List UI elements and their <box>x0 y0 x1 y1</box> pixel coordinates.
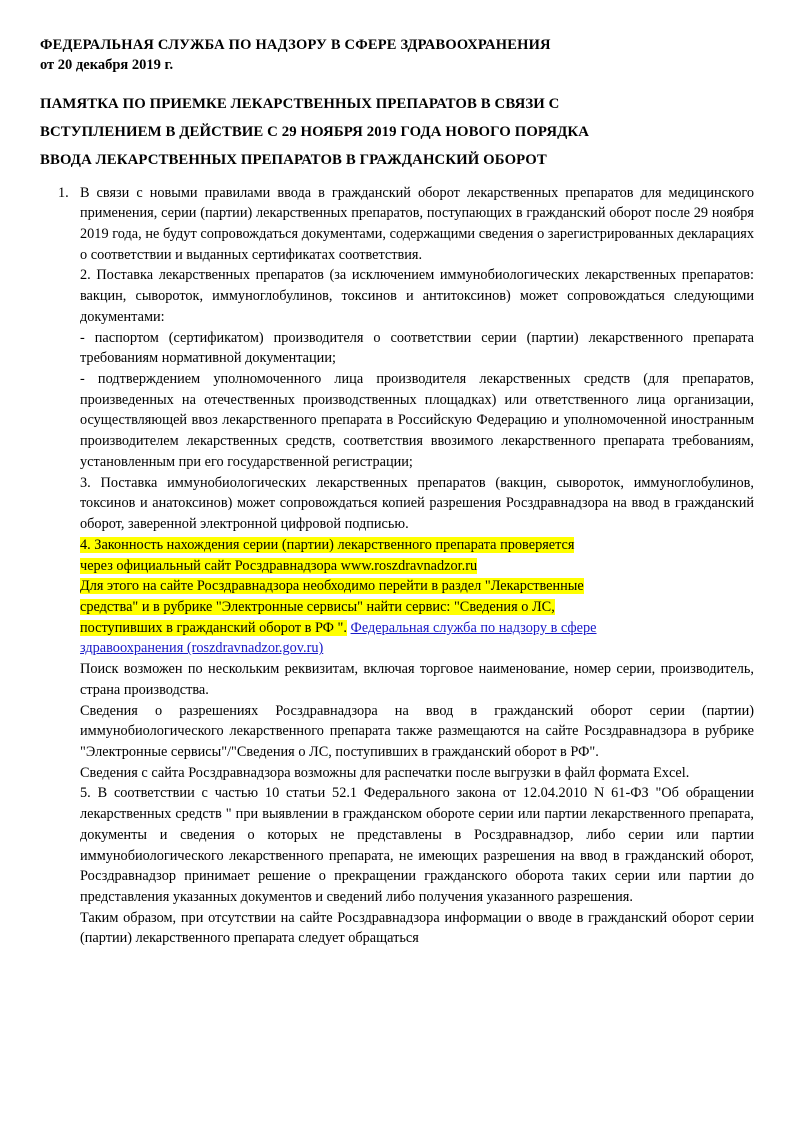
highlight-line-4: средства" и в рубрике "Электронные сервисы" найти сервис: "Сведения о ЛС, <box>80 598 555 615</box>
roszdravnadzor-link-part-1[interactable]: Федеральная служба по надзору в сфере <box>350 619 597 636</box>
document-body <box>40 183 754 950</box>
document-date: от 20 декабря 2019 г. <box>40 57 174 74</box>
highlight-line-2: через официальный сайт Росздравнадзора www.roszdravnadzor.ru <box>80 557 478 574</box>
highlight-line-1: 4. Законность нахождения серии (партии) лекарственного препарата проверяется <box>80 536 575 553</box>
paragraph-1: В связи с новыми правилами ввода в гражданский оборот лекарственных препаратов для медицинского применения, серии (партии) лекарственных препаратов, поступающих в гражданский оборот после 29 ноября 2019 года, не будут сопровождаться документами, содержащими сведения о зарегистрированных декларациях о соответствии и выданных сертификатах соответствия. <box>80 184 754 263</box>
highlight-line-5: поступивших в гражданский оборот в РФ ". <box>80 619 347 636</box>
page-title-line-1: ПАМЯТКА ПО ПРИЕМКЕ ЛЕКАРСТВЕННЫХ ПРЕПАРАТОВ В СВЯЗИ С <box>40 96 560 113</box>
paragraph-6-highlighted <box>80 535 754 659</box>
list-item-number: 1. <box>58 184 69 201</box>
page-title <box>40 90 754 174</box>
paragraph-7: Поиск возможен по нескольким реквизитам, включая торговое наименование, номер серии, производитель, страна производства. <box>80 661 754 698</box>
highlight-line-3: Для этого на сайте Росздравнадзора необходимо перейти в раздел "Лекарственные <box>80 578 584 595</box>
page-title-line-2: ВСТУПЛЕНИЕМ В ДЕЙСТВИЕ С 29 НОЯБРЯ 2019 ГОДА НОВОГО ПОРЯДКА <box>40 124 590 141</box>
list-item <box>40 183 754 950</box>
paragraph-11: Таким образом, при отсутствии на сайте Росздравнадзора информации о вводе в гражданский оборот серии (партии) лекарственного препарата следует обращаться <box>80 909 754 947</box>
document-content <box>40 36 754 949</box>
organization-title: ФЕДЕРАЛЬНАЯ СЛУЖБА ПО НАДЗОРУ В СФЕРЕ ЗДРАВООХРАНЕНИЯ <box>40 37 551 53</box>
paragraph-3: - паспортом (сертификатом) производителя о соответствии серии (партии) лекарственного препарата требованиям нормативной документации; <box>80 329 754 367</box>
paragraph-4: - подтверждением уполномоченного лица производителя лекарственных средств (для препаратов, произведенных на отечественных производственных площадках) или ответственного лица организации, осуществляющей ввоз лекарственного препарата в Российскую Федерацию и уполномоченной иностранным производителем лекарственных средств, соответствия ввозимого лекарственного препарата требованиям, установленным при его государственной регистрации; <box>80 371 754 470</box>
roszdravnadzor-link-part-2[interactable]: здравоохранения (roszdravnadzor.gov.ru) <box>80 640 324 657</box>
page-title-line-3: ВВОДА ЛЕКАРСТВЕННЫХ ПРЕПАРАТОВ В ГРАЖДАНСКИЙ ОБОРОТ <box>40 152 547 169</box>
list-item-body <box>80 183 754 950</box>
paragraph-5: 3. Поставка иммунобиологических лекарственных препаратов (вакцин, сывороток, иммуноглобулинов, токсинов и анатоксинов) может сопровождаться копией разрешения Росздравнадзора на ввод в гражданский оборот, заверенной электронной цифровой подписью. <box>80 474 754 533</box>
paragraph-10: 5. В соответствии с частью 10 статьи 52.1 Федерального закона от 12.04.2010 N 61-ФЗ "Об обращении лекарственных средств " при выявлении в гражданском обороте серии или партии лекарственного препарата, документы и сведения о которых не представлены в Росздравнадзор, либо серии или партии иммунобиологического лекарственного препарата, не имеющих разрешения на ввод в гражданский оборот, Росздравнадзор принимает решение о прекращении гражданского оборота таких серии или партии до представления указанных документов и сведений либо получения указанного разрешения. <box>80 785 754 906</box>
paragraph-2: 2. Поставка лекарственных препаратов (за исключением иммунобиологических лекарственных препаратов: вакцин, сывороток, иммуноглобулинов, токсинов и антитоксинов) может сопровождаться следующими документами: <box>80 267 754 325</box>
paragraph-9: Сведения с сайта Росздравнадзора возможны для распечатки после выгрузки в файл формата Excel. <box>80 764 690 781</box>
paragraph-8: Сведения о разрешениях Росздравнадзора на ввод в гражданский оборот серии (партии) иммунобиологического лекарственного препарата также размещаются на сайте Росздравнадзора в рубрике "Электронные сервисы"/"Сведения о ЛС, поступивших в гражданский оборот в РФ". <box>80 702 754 760</box>
